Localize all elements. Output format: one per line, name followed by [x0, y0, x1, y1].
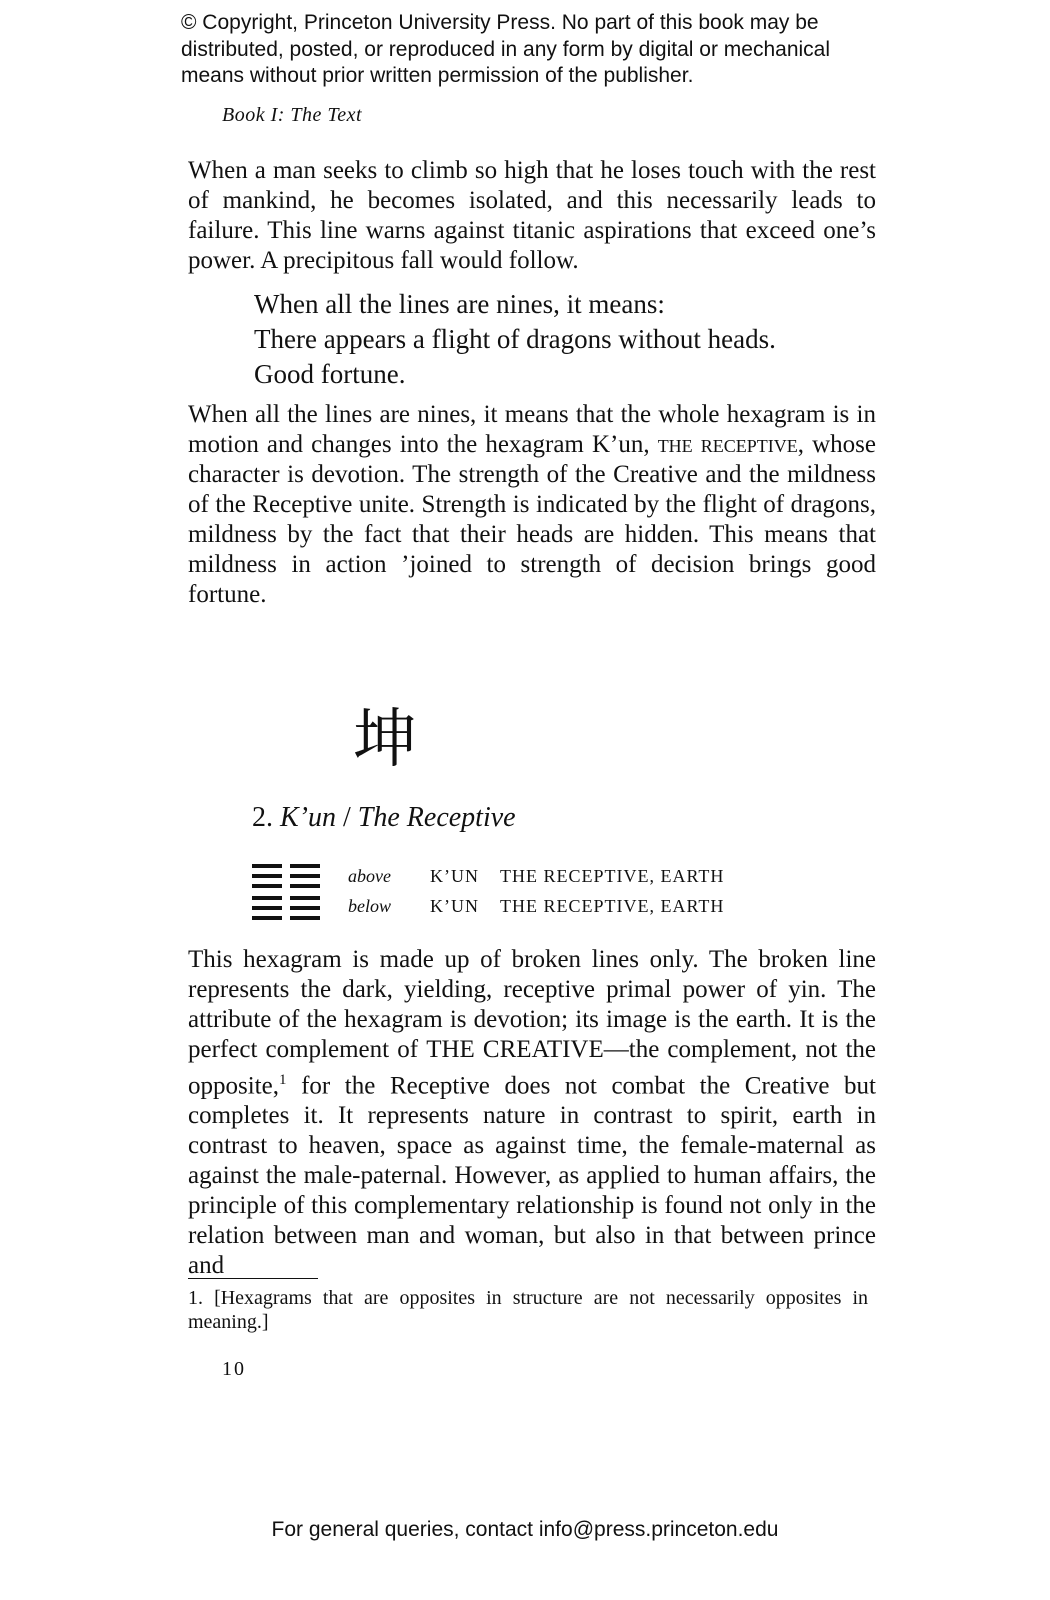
trigram-above-row	[348, 866, 724, 887]
verse-line: There appears a flight of dragons without heads.	[254, 324, 776, 354]
page-number: 10	[222, 1358, 246, 1380]
trigram-name: K’UN	[430, 896, 479, 916]
small-caps-title: THE CREATIVE	[426, 1036, 604, 1063]
broken-line-left	[252, 896, 282, 900]
trigram-below-row	[348, 896, 724, 917]
broken-line-left	[252, 884, 282, 888]
paragraph-text	[188, 400, 876, 610]
section-title: The Receptive	[357, 802, 516, 833]
trigram-description: THE RECEPTIVE, EARTH	[500, 896, 725, 916]
paragraph-text: When a man seeks to climb so high that he loses touch with the rest of mankind, he becomes isolated, and this necessarily leads to failure. This line warns against titanic aspirations that exceed one’s power. A precipitous fall would follow.	[188, 157, 876, 274]
kun-calligraphy-character: 坤	[353, 703, 417, 777]
body-paragraph-3	[188, 945, 876, 1281]
copyright-notice	[181, 10, 881, 90]
broken-line-left	[252, 874, 282, 878]
broken-line-left	[252, 916, 282, 920]
section-separator: /	[343, 802, 351, 833]
hexagram-kun-icon	[252, 862, 322, 926]
trigram-position: above	[348, 866, 391, 886]
footer-contact: For general queries, contact info@press.princeton.edu	[271, 1518, 779, 1541]
small-caps-title: the receptive	[657, 431, 798, 458]
section-heading	[252, 802, 516, 834]
copyright-line: means without prior written permission of the publisher.	[181, 64, 694, 87]
section-number: 2.	[252, 802, 273, 833]
copyright-line: distributed, posted, or reproduced in any form by digital or mechanical	[181, 37, 831, 61]
footnote	[188, 1286, 868, 1334]
broken-line-right	[290, 874, 320, 878]
text-run: This hexagram is made up of broken lines only. The broken line represents the dark, yielding, receptive primal power of yin. The attribute of the hexagram is devotion; its image is the earth. It is the perfect complement of	[188, 946, 876, 1063]
footnote-reference: 1	[278, 1072, 287, 1088]
text-run: When all the lines are nines, it means that the whole hexagram is in motion and changes into the hexagram K’un,	[188, 401, 876, 458]
broken-line-right	[290, 884, 320, 888]
body-paragraph-2	[188, 400, 876, 610]
paragraph-text	[188, 945, 876, 1281]
verse-line: When all the lines are nines, it means:	[254, 289, 665, 319]
broken-line-right	[290, 906, 320, 910]
broken-line-left	[252, 864, 282, 868]
trigram-description: THE RECEPTIVE, EARTH	[500, 866, 725, 886]
section-name: K’un	[280, 802, 336, 833]
verse-line: Good fortune.	[254, 359, 406, 389]
verse-block	[254, 287, 894, 392]
trigram-position: below	[348, 896, 391, 916]
broken-line-right	[290, 916, 320, 920]
broken-line-right	[290, 896, 320, 900]
broken-line-right	[290, 864, 320, 868]
footnote-marker: 1.	[188, 1287, 203, 1309]
text-run: , whose character is devotion. The strength of the Creative and the mildness of the Receptive unite. Strength is indicated by the flight of dragons, mildness by the fact that their heads are hidden. This means that mildness in action ’joined to strength of decision brings good fortune.	[188, 431, 876, 608]
body-paragraph-1	[188, 156, 876, 276]
footnote-divider	[188, 1278, 318, 1279]
footnote-text: [Hexagrams that are opposites in structure are not necessarily opposites in meaning.]	[188, 1287, 868, 1333]
text-run: —the complement, not the opposite,	[188, 1036, 876, 1100]
trigram-name: K’UN	[430, 866, 479, 886]
copyright-line: © Copyright, Princeton University Press. No part of this book may be	[181, 11, 819, 34]
text-run: for the Receptive does not combat the Creative but completes it. It represents nature in contrast to spirit, earth in contrast to heaven, space as against time, the female-maternal as against the male-paternal. However, as applied to human affairs, the principle of this complementary relationship is found not only in the relation between man and woman, but also in that between prince and	[188, 1072, 876, 1280]
running-head: Book I: The Text	[222, 104, 363, 126]
broken-line-left	[252, 906, 282, 910]
